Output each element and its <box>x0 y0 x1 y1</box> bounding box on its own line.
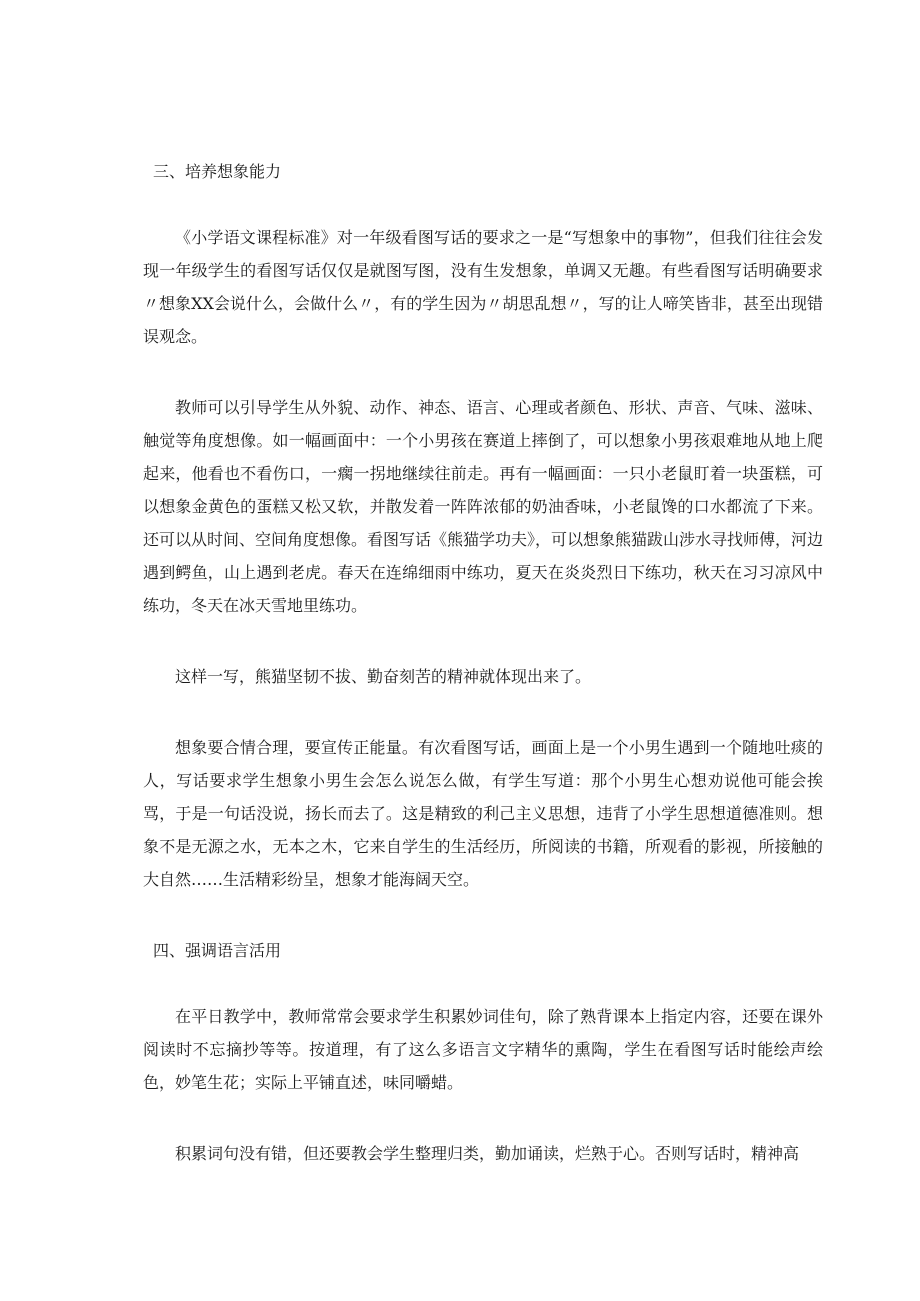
paragraph-panda-spirit: 这样一写，熊猫坚韧不拔、勤奋刻苦的精神就体现出来了。 <box>175 667 592 686</box>
paragraph-reasonable-imagination: 想象要合情合理，要宣传正能量。有次看图写话，画面上是一个小男生遇到一个随地吐痰的人，写话要求学生想象小男生会怎么说怎么做，有学生写道：那个小男生心想劝说他可能会挨骂，于是一句话没说，扬长而去了。这是精致的利己主义思想，违背了小学生思想道德准则。想象不是无源之水，无本之木，它来自学生的生活经历，所阅读的书籍，所观看的影视，所接触的大自然……生活精彩纷呈，想象才能海阔天空。 <box>143 738 823 889</box>
paragraph-accumulate-words: 在平日教学中，教师常常会要求学生积累妙词佳句，除了熟背课本上指定内容，还要在课外阅读时不忘摘抄等等。按道理，有了这么多语言文字精华的熏陶，学生在看图写话时能绘声绘色，妙笔生花；实际上平铺直述，味同嚼蜡。 <box>143 1007 823 1092</box>
section-heading-language-use: 四、强调语言活用 <box>153 941 282 960</box>
paragraph-imagination-angles: 教师可以引导学生从外貌、动作、神态、语言、心理或者颜色、形状、声音、气味、滋味、触觉等角度想像。如一幅画面中：一个小男孩在赛道上摔倒了，可以想象小男孩艰难地从地上爬起来，他看也不看伤口，一瘸一拐地继续往前走。再有一幅画面：一只小老鼠盯着一块蛋糕，可以想象金黄色的蛋糕又松又软，并散发着一阵阵浓郁的奶油香味，小老鼠馋的口水都流了下来。还可以从时间、空间角度想像。看图写话《熊猫学功夫》，可以想象熊猫跋山涉水寻找师傅，河边遇到鳄鱼，山上遇到老虎。春天在连绵细雨中练功，夏天在炎炎烈日下练功，秋天在习习凉风中练功，冬天在冰天雪地里练功。 <box>143 398 824 615</box>
document-page <box>143 155 823 1170</box>
section-heading-imagination: 三、培养想象能力 <box>153 162 282 181</box>
paragraph-organize-recite: 积累词句没有错，但还要教会学生整理归类，勤加诵读，烂熟于心。否则写话时，精神高 <box>175 1144 800 1163</box>
paragraph-curriculum-standard: 《小学语文课程标准》对一年级看图写话的要求之一是“写想象中的事物”，但我们往往会发现一年级学生的看图写话仅仅是就图写图，没有生发想象，单调又无趣。有些看图写话明确要求〃想象XX会说什么，会做什么〃，有的学生因为〃胡思乱想〃，写的让人啼笑皆非，甚至出现错误观念。 <box>143 228 823 346</box>
